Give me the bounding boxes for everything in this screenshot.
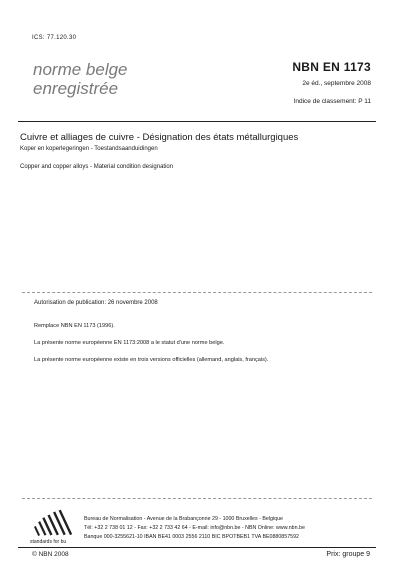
publication-authorization: Autorisation de publication: 26 novembre 2008	[34, 300, 158, 306]
replaces-note: Remplace NBN EN 1173 (1996).	[34, 323, 115, 329]
status-note: La présente norme européenne EN 1173:2008 a le statut d'une norme belge.	[34, 340, 225, 346]
title-french: Cuivre et alliages de cuivre - Désignation des états métallurgiques	[20, 132, 299, 143]
brand-line-1: norme belge	[33, 60, 128, 79]
bottom-divider	[18, 547, 376, 548]
footer-divider	[22, 498, 372, 499]
copyright: © NBN 2008	[32, 551, 69, 558]
contact-phone-email: Tél: +32 2 738 01 12 - Fax: +32 2 733 42 64 - E-mail: info@nbn.be - NBN Online: www.nbn.be	[84, 525, 305, 531]
edition-date: 2e éd., septembre 2008	[302, 80, 371, 87]
nbn-logo	[30, 507, 76, 545]
section-divider	[22, 292, 372, 293]
ics-code: ICS: 77.120.30	[32, 35, 77, 41]
title-english: Copper and copper alloys - Material condition designation	[20, 164, 174, 170]
contact-address: Bureau de Normalisation - Avenue de la Brabançonne 29 - 1000 Bruxelles - Belgique	[84, 516, 283, 522]
standard-number: NBN EN 1173	[292, 60, 371, 74]
brand-line-2: enregistrée	[33, 79, 119, 98]
contact-bank: Banque 000-3255621-10 IBAN BE41 0003 2556 2110 BIC BPOTBEB1 TVA BE0880857592	[84, 534, 299, 540]
top-divider	[18, 121, 376, 122]
versions-note: La présente norme européenne existe en trois versions officielles (allemand, anglais, français).	[34, 357, 269, 363]
price-group: Prix: groupe 9	[326, 551, 370, 558]
classification-index: Indice de classement: P 11	[293, 98, 371, 105]
logo-text: standards for bu	[30, 539, 67, 545]
title-dutch: Koper en koperlegeringen - Toestandsaanduidingen	[20, 146, 158, 152]
